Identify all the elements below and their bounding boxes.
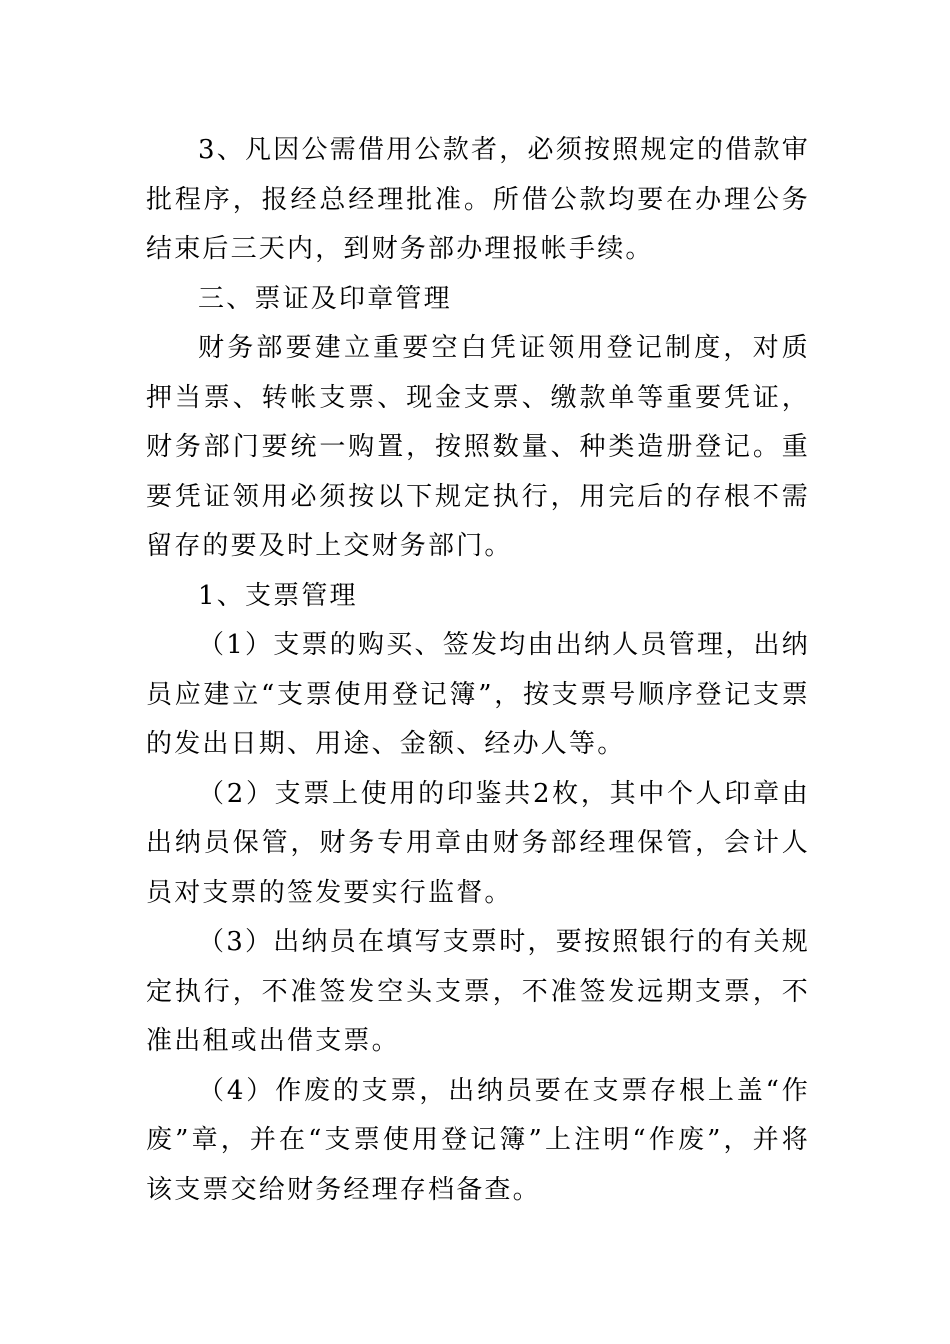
document-body [146, 126, 810, 1215]
subsection-heading-check-management: 1、支票管理 [198, 580, 358, 611]
paragraph-check-rule-1: （1）支票的购买、签发均由出纳人员管理，出纳员应建立“支票使用登记簿”，按支票号顺序登记支票的发出日期、用途、金额、经办人等。 [146, 630, 810, 759]
paragraph-voucher-registration: 财务部要建立重要空白凭证领用登记制度，对质押当票、转帐支票、现金支票、缴款单等重要凭证，财务部门要统一购置，按照数量、种类造册登记。重要凭证领用必须按以下规定执行，用完后的存根不需留存的要及时上交财务部门。 [146, 333, 810, 561]
section-heading-voucher-seal-management: 三、票证及印章管理 [198, 283, 452, 314]
paragraph-check-rule-2: （2）支票上使用的印鉴共2枚，其中个人印章由出纳员保管，财务专用章由财务部经理保管，会计人员对支票的签发要实行监督。 [146, 778, 810, 908]
paragraph-check-rule-4: （4）作废的支票，出纳员要在支票存根上盖“作废”章，并在“支票使用登记簿”上注明“作废”，并将该支票交给财务经理存档备查。 [146, 1075, 810, 1205]
paragraph-check-rule-3: （3）出纳员在填写支票时，要按照银行的有关规定执行，不准签发空头支票，不准签发远期支票，不准出租或出借支票。 [146, 927, 810, 1056]
paragraph-borrowing-rule: 3、凡因公需借用公款者，必须按照规定的借款审批程序，报经总经理批准。所借公款均要在办理公务结束后三天内，到财务部办理报帐手续。 [146, 135, 810, 264]
